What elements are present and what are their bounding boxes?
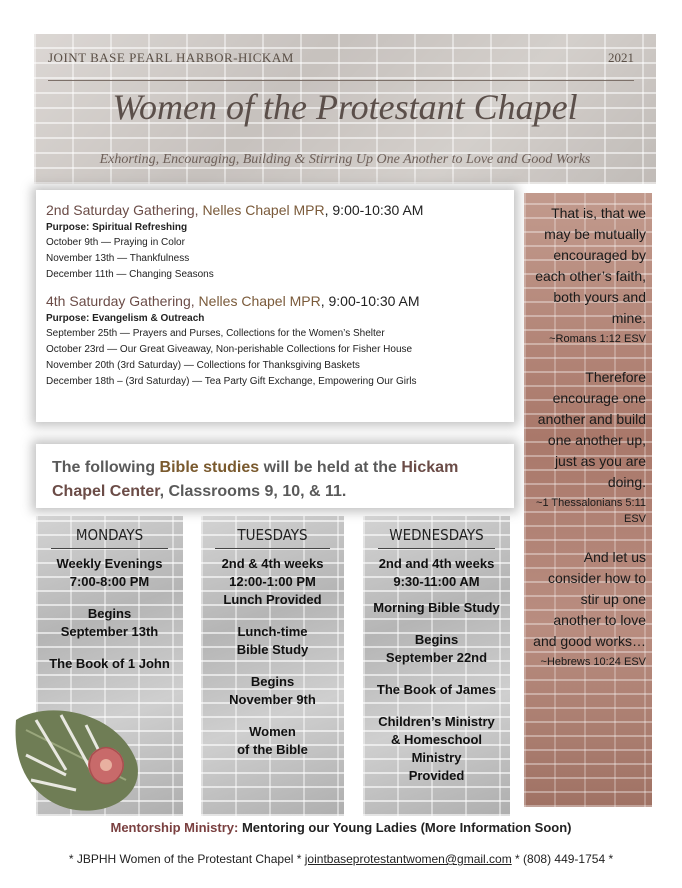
mentorship-text: Mentoring our Young Ladies (More Information Soon) <box>238 820 572 835</box>
fourth-saturday-section <box>46 293 504 390</box>
header-banner <box>34 34 656 184</box>
monstera-leaf-hibiscus-icon <box>6 700 156 820</box>
mentorship-line <box>0 820 682 835</box>
bible-studies-intro <box>36 444 514 508</box>
verse-reference: ~Hebrews 10:24 ESV <box>540 656 646 668</box>
monday-begins-date: September 13th <box>60 624 159 639</box>
monday-time: 7:00-8:00 PM <box>69 574 150 589</box>
second-saturday-section <box>46 202 504 283</box>
fourth-saturday-title: 4th Saturday Gathering, <box>46 293 199 309</box>
verse-reference: ~Romans 1:12 ESV <box>549 333 646 345</box>
intro-text: , Classrooms 9, 10, & 11. <box>159 483 347 500</box>
intro-text: will be held at the <box>259 459 402 476</box>
tuesday-time: 12:00-1:00 PM <box>229 574 316 589</box>
tuesday-column <box>201 516 344 816</box>
verse-text: Therefore encourage one another and build one another up, just as you are doing. <box>537 369 646 490</box>
schedule-line: October 9th — Praying in Color <box>46 237 185 248</box>
schedule-line: December 11th — Changing Seasons <box>46 269 214 280</box>
day-divider <box>215 548 329 549</box>
day-divider <box>51 548 169 549</box>
wednesday-begins-label: Begins <box>414 632 459 647</box>
fourth-saturday-location: Nelles Chapel MPR <box>198 293 321 309</box>
tuesday-lunch: Lunch Provided <box>223 592 322 607</box>
verse-reference: ~1 Thessalonians 5:11 ESV <box>536 497 646 525</box>
contact-phone: * (808) 449-1754 * <box>511 852 614 866</box>
wednesday-study: The Book of James <box>376 682 497 697</box>
fourth-saturday-time: , 9:00-10:30 AM <box>320 293 420 309</box>
verse-column <box>524 193 652 807</box>
intro-highlight-bible-studies: Bible studies <box>159 459 260 476</box>
wednesday-time: 9:30-11:00 AM <box>393 574 480 589</box>
gatherings-box <box>36 190 514 422</box>
contact-line <box>0 852 682 866</box>
tuesday-study-name: Bible Study <box>236 642 309 657</box>
wednesday-study-name: Morning Bible Study <box>373 600 500 615</box>
wednesday-title: WEDNESDAYS <box>389 526 484 544</box>
tuesday-begins-date: November 9th <box>229 692 316 707</box>
schedule-line: December 18th – (3rd Saturday) — Tea Party Gift Exchange, Empowering Our Girls <box>46 376 417 387</box>
tuesday-title: TUESDAYS <box>237 526 308 544</box>
wednesday-schedule: 2nd and 4th weeks <box>378 556 495 571</box>
year: 2021 <box>608 50 634 65</box>
header-divider <box>48 80 634 81</box>
verse-text: And let us consider how to stir up one another to love and good works… <box>533 549 646 649</box>
day-divider <box>378 548 496 549</box>
schedule-line: November 13th — Thankfulness <box>46 253 190 264</box>
wednesday-extra: Ministry <box>411 750 462 765</box>
second-saturday-location: Nelles Chapel MPR <box>202 202 325 218</box>
wednesday-column <box>363 516 510 816</box>
tuesday-study-name: Lunch-time <box>237 624 308 639</box>
intro-highlight-location: Hickam Chapel Center <box>52 459 459 500</box>
email-link[interactable]: jointbaseprotestantwomen@gmail.com <box>304 852 512 866</box>
tagline: Exhorting, Encouraging, Building & Stirring Up One Another to Love and Good Works <box>99 152 591 167</box>
org-name: JOINT BASE PEARL HARBOR-HICKAM <box>48 50 294 65</box>
tuesday-study: Women <box>249 724 296 739</box>
wednesday-extra: Children’s Ministry <box>378 714 495 729</box>
fourth-saturday-heading <box>46 293 504 309</box>
monday-title: MONDAYS <box>75 526 144 544</box>
contact-org: * JBPHH Women of the Protestant Chapel * <box>68 852 305 866</box>
wednesday-begins-date: September 22nd <box>385 650 488 665</box>
second-saturday-heading <box>46 202 504 218</box>
mentorship-label: Mentorship Ministry: <box>110 820 239 835</box>
second-saturday-purpose: Purpose: Spiritual Refreshing <box>46 222 188 233</box>
wednesday-extra: & Homeschool <box>390 732 482 747</box>
second-saturday-title: 2nd Saturday Gathering, <box>46 202 203 218</box>
tuesday-schedule: 2nd & 4th weeks <box>221 556 324 571</box>
tuesday-study: of the Bible <box>237 742 308 757</box>
fourth-saturday-purpose: Purpose: Evangelism & Outreach <box>46 313 205 324</box>
second-saturday-time: , 9:00-10:30 AM <box>324 202 424 218</box>
intro-text: The following <box>52 459 160 476</box>
schedule-line: November 20th (3rd Saturday) — Collections for Thanksgiving Baskets <box>46 360 360 371</box>
monday-begins-label: Begins <box>87 606 132 621</box>
schedule-line: September 25th — Prayers and Purses, Collections for the Women’s Shelter <box>46 328 385 339</box>
verse-text: That is, that we may be mutually encouraged by each other’s faith, both yours and mine. <box>535 205 646 326</box>
monday-study: The Book of 1 John <box>49 656 170 671</box>
schedule-line: October 23rd — Our Great Giveaway, Non-perishable Collections for Fisher House <box>46 344 413 355</box>
tuesday-begins-label: Begins <box>250 674 295 689</box>
monday-schedule: Weekly Evenings <box>56 556 163 571</box>
wednesday-extra: Provided <box>408 768 465 783</box>
page-title: Women of the Protestant Chapel <box>112 87 578 127</box>
